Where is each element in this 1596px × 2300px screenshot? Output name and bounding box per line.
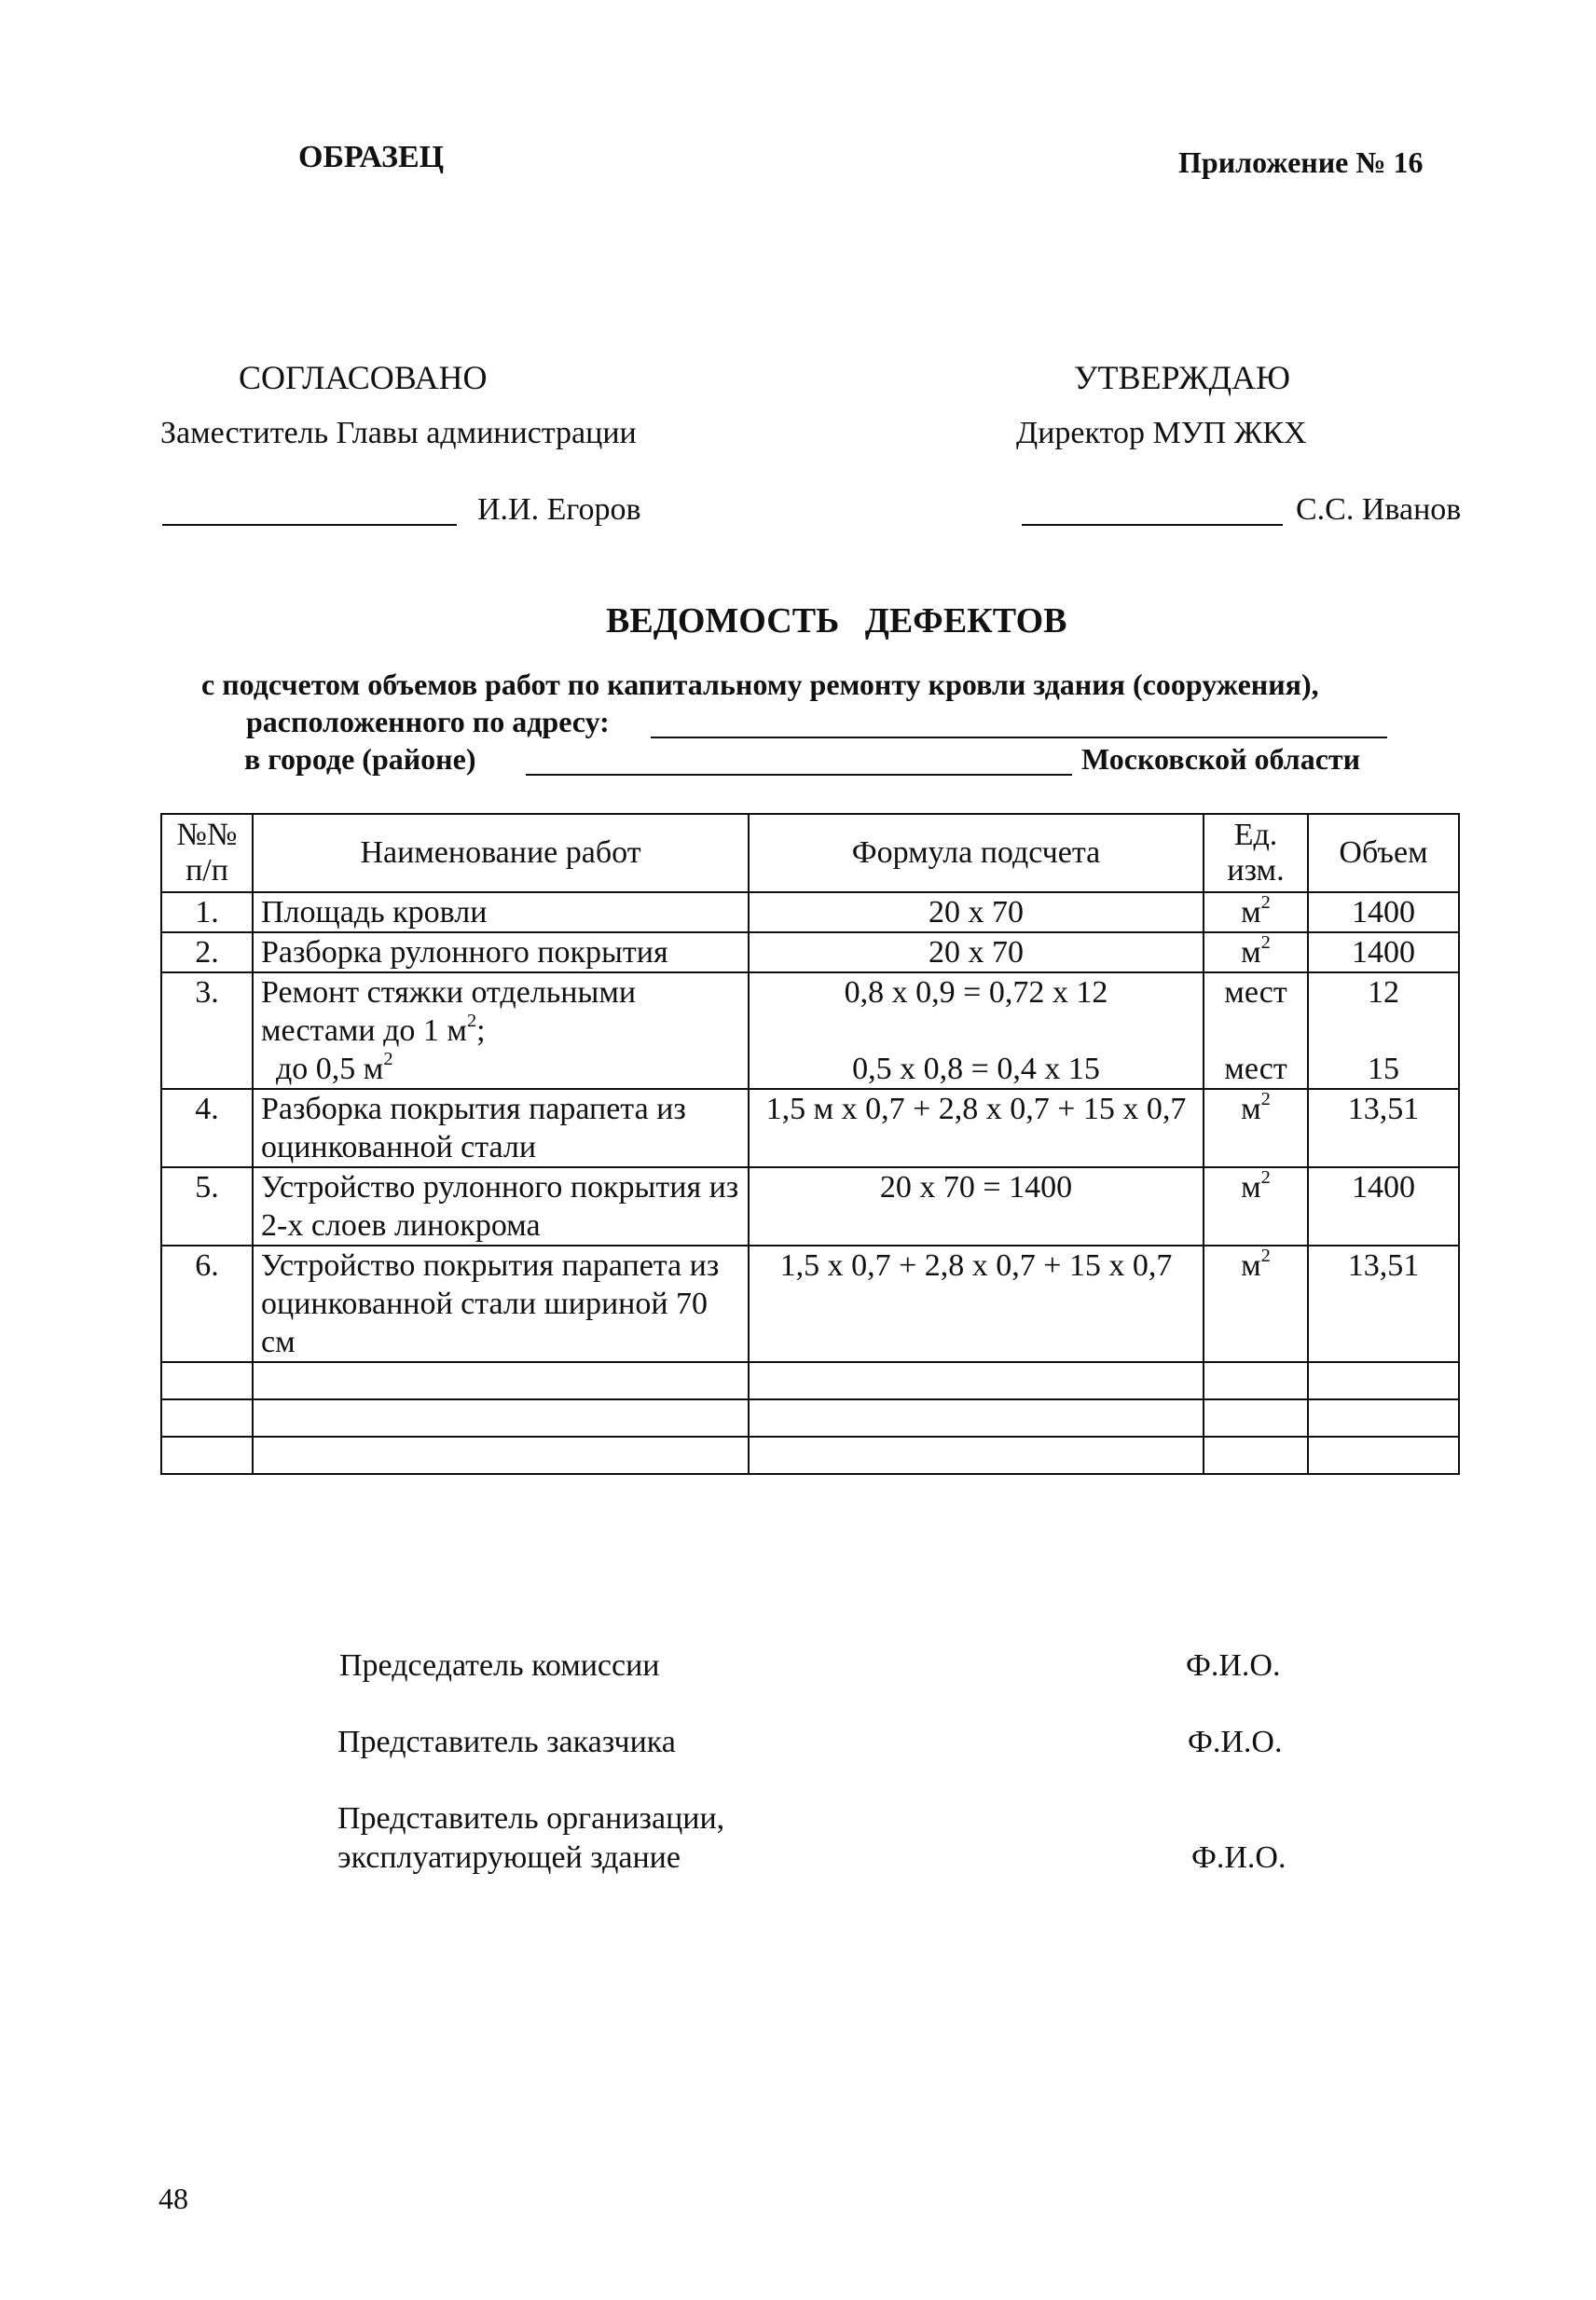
signature-name-operator: Ф.И.О. xyxy=(1191,1840,1286,1875)
approved-right-signature-line xyxy=(1022,524,1283,526)
header-volume: Объем xyxy=(1308,814,1459,892)
table-row: 2. Разборка рулонного покрытия 20 х 70 $м^2$ 1400 xyxy=(161,932,1459,972)
unit-cell: $м^2$ xyxy=(1204,1089,1308,1167)
page-number: 48 xyxy=(158,2182,188,2215)
table-row: 3. Ремонт стяжки отдельными местами до 1 $м^2$; до 0,5 $м^2$ 0,8 х 0,9 = 0,72 х 12 0,5 х 0,8 = 0,4 х 15 мест мест 12 15 xyxy=(161,972,1459,1089)
signature-role-operator-line-2: эксплуатирующей здание xyxy=(337,1840,681,1875)
empty-table-row xyxy=(161,1399,1459,1437)
approved-right-name: С.С. Иванов xyxy=(1296,492,1462,527)
signature-name-chairman: Ф.И.О. xyxy=(1186,1648,1281,1683)
unit-cell: $м^2$ xyxy=(1204,1167,1308,1246)
approved-right-position: Директор МУП ЖКХ xyxy=(1016,416,1307,450)
unit-cell: $м^2$ xyxy=(1204,932,1308,972)
approved-right-heading: УТВЕРЖДАЮ xyxy=(1074,359,1291,396)
table-row: 1. Площадь кровли 20 х 70 $м^2$ 1400 xyxy=(161,892,1459,932)
header-num: №№ п/п xyxy=(161,814,253,892)
subtitle-line-3-suffix: Московской области xyxy=(1081,742,1361,776)
subtitle-line-2: расположенного по адресу: xyxy=(246,705,610,738)
subtitle-line-1: с подсчетом объемов работ по капитальному ремонту кровли здания (сооружения), xyxy=(201,668,1319,701)
unit-cell: $м^2$ xyxy=(1204,892,1308,932)
empty-table-row xyxy=(161,1362,1459,1399)
header-formula: Формула подсчета xyxy=(749,814,1204,892)
signature-role-operator-line-1: Представитель организации, xyxy=(337,1801,725,1836)
header-unit: Ед. изм. xyxy=(1204,814,1308,892)
sample-label: ОБРАЗЕЦ xyxy=(298,140,445,174)
defects-table xyxy=(160,813,1460,1475)
approved-left-position: Заместитель Главы администрации xyxy=(160,416,637,450)
signature-role-customer: Представитель заказчика xyxy=(337,1725,676,1759)
table-row: 5. Устройство рулонного покрытия из 2-х слоев линокрома 20 х 70 = 1400 $м^2$ 1400 xyxy=(161,1167,1459,1246)
approved-left-signature-line xyxy=(162,524,457,526)
approved-left-name: И.И. Егоров xyxy=(477,492,641,527)
empty-table-row xyxy=(161,1437,1459,1474)
table-header-row xyxy=(161,814,1459,892)
subtitle-line-3-prefix: в городе (районе) xyxy=(244,742,476,776)
address-blank-line xyxy=(651,737,1387,738)
table-row: 6. Устройство покрытия парапета из оцинкованной стали шириной 70 см 1,5 х 0,7 + 2,8 х 0,7 + 15 х 0,7 $м^2$ 13,51 xyxy=(161,1246,1459,1362)
signature-role-chairman: Председатель комиссии xyxy=(339,1648,660,1683)
signature-name-customer: Ф.И.О. xyxy=(1188,1725,1283,1759)
city-blank-line xyxy=(526,774,1072,776)
approved-left-heading: СОГЛАСОВАНО xyxy=(239,359,488,396)
appendix-label: Приложение № 16 xyxy=(1178,145,1424,179)
header-name: Наименование работ xyxy=(253,814,749,892)
table-row: 4. Разборка покрытия парапета из оцинкованной стали 1,5 м х 0,7 + 2,8 х 0,7 + 15 х 0,7 $м^2$ 13,51 xyxy=(161,1089,1459,1167)
unit-cell: $м^2$ xyxy=(1204,1246,1308,1362)
document-title: ВЕДОМОСТЬ ДЕФЕКТОВ xyxy=(606,601,1067,640)
